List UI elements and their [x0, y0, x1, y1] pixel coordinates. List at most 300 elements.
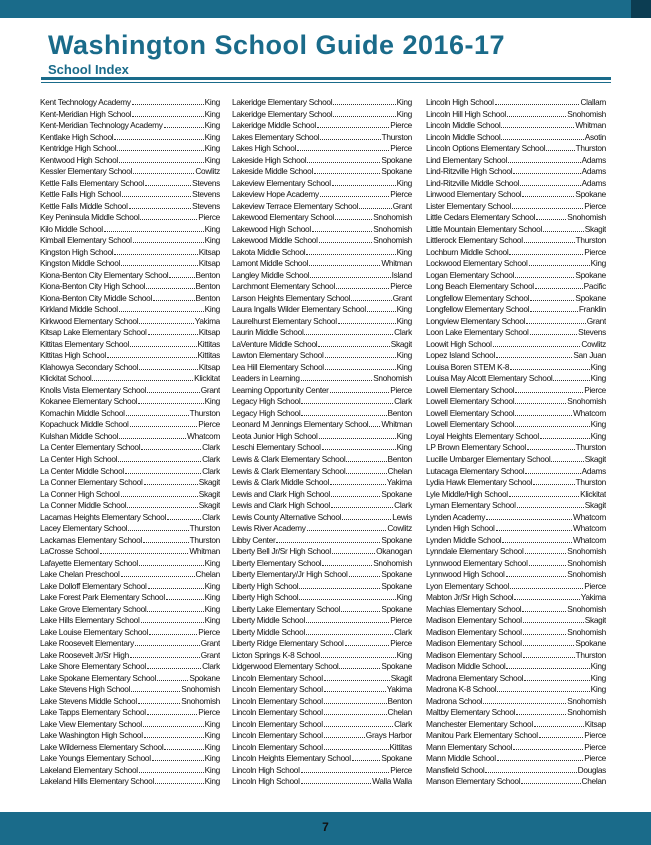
school-name: Kiona-Benton City Middle School — [40, 292, 152, 303]
dot-leader — [301, 396, 393, 404]
school-name: Littlerock Elementary School — [426, 235, 523, 246]
school-name: Kingston Middle School — [40, 258, 121, 269]
index-entry — [232, 696, 412, 708]
dot-leader — [133, 166, 194, 174]
index-entry — [232, 535, 412, 547]
county-name: Pierce — [198, 212, 220, 223]
index-entry — [426, 719, 606, 731]
school-name: Lowell Elementary School — [426, 419, 515, 430]
county-name: King — [204, 154, 220, 165]
county-name: King — [396, 108, 412, 119]
county-name: King — [396, 361, 412, 372]
county-name: Pierce — [390, 143, 412, 154]
index-entry — [40, 753, 220, 765]
county-name: King — [590, 373, 606, 384]
dot-leader — [147, 707, 197, 715]
dot-leader — [146, 281, 194, 289]
dot-leader — [336, 281, 389, 289]
index-entry — [40, 684, 220, 696]
county-name: King — [396, 246, 412, 257]
dot-leader — [139, 316, 193, 324]
index-entry — [232, 765, 412, 777]
dot-leader — [515, 270, 574, 278]
index-entry — [40, 707, 220, 719]
county-name: King — [204, 396, 220, 407]
index-entry — [232, 523, 412, 535]
school-name: Mansfield School — [426, 764, 485, 775]
county-name: Pacific — [583, 281, 606, 292]
dot-leader — [535, 281, 583, 289]
index-entry — [426, 189, 606, 201]
county-name: Kitsap — [198, 327, 220, 338]
school-name: Liberty Middle School — [232, 626, 306, 637]
dot-leader — [351, 293, 392, 301]
school-name: Kent-Meridian High School — [40, 108, 132, 119]
county-name: Spokane — [381, 569, 412, 580]
school-name: Kentlake High School — [40, 131, 114, 142]
county-name: Pierce — [390, 189, 412, 200]
county-name: Snohomish — [567, 695, 606, 706]
index-entry — [232, 730, 412, 742]
school-name: Learning Opportunity Center — [232, 384, 329, 395]
county-name: King — [204, 741, 220, 752]
index-entry — [426, 316, 606, 328]
county-name: Kittitas — [197, 338, 220, 349]
county-name: Skagit — [198, 488, 220, 499]
index-entry — [232, 270, 412, 282]
index-entry — [426, 120, 606, 132]
school-name: Lake Chelan Preschool — [40, 569, 120, 580]
county-name: Okanogan — [376, 546, 412, 557]
county-name: Adams — [581, 166, 606, 177]
county-name: Benton — [195, 269, 220, 280]
index-entry — [426, 454, 606, 466]
dot-leader — [339, 661, 380, 669]
index-entry — [426, 569, 606, 581]
county-name: Douglas — [577, 764, 606, 775]
dot-leader — [523, 627, 566, 635]
school-name: Leschi Elementary School — [232, 442, 321, 453]
county-name: Spokane — [189, 672, 220, 683]
index-entry — [426, 431, 606, 443]
county-name: Snohomish — [373, 223, 412, 234]
index-entry — [40, 155, 220, 167]
school-name: Leonard M Jennings Elementary School — [232, 419, 369, 430]
county-name: King — [204, 718, 220, 729]
dot-leader — [141, 442, 201, 450]
school-name: Lakes High School — [232, 143, 297, 154]
school-name: Loyal Heights Elementary School — [426, 430, 539, 441]
county-name: Whatcom — [573, 523, 606, 534]
section-subtitle: School Index — [48, 62, 129, 77]
dot-leader — [132, 97, 204, 105]
school-name: Lake Spokane Elementary School — [40, 672, 156, 683]
school-name: Kittitas High School — [40, 350, 106, 361]
index-entry — [40, 661, 220, 673]
county-name: King — [396, 592, 412, 603]
index-entry — [40, 431, 220, 443]
index-entry — [232, 339, 412, 351]
county-name: Stevens — [192, 177, 220, 188]
county-name: Thurston — [575, 649, 606, 660]
index-entry — [426, 235, 606, 247]
school-name: Legacy High School — [232, 396, 301, 407]
school-name: Lewis & Clark Middle School — [232, 477, 330, 488]
index-entry — [40, 650, 220, 662]
index-entry — [426, 258, 606, 270]
school-name: Liberty Ridge Elementary School — [232, 638, 344, 649]
county-name: Yakima — [386, 684, 412, 695]
county-name: Snohomish — [567, 626, 606, 637]
dot-leader — [510, 362, 589, 370]
county-name: King — [590, 430, 606, 441]
index-entry — [40, 523, 220, 535]
county-name: Snohomish — [567, 546, 606, 557]
dot-leader — [530, 293, 574, 301]
county-name: Snohomish — [567, 569, 606, 580]
school-name: Lewis and Clark High School — [232, 500, 330, 511]
index-entry — [426, 627, 606, 639]
school-name: Kopachuck Middle School — [40, 419, 129, 430]
dot-leader — [509, 489, 579, 497]
school-name: Lynndale Elementary School — [426, 546, 524, 557]
dot-leader — [121, 258, 198, 266]
index-entry — [40, 442, 220, 454]
county-name: Snohomish — [373, 235, 412, 246]
county-name: Snohomish — [567, 396, 606, 407]
school-name: Laurelhurst Elementary School — [232, 315, 337, 326]
county-name: Chelan — [387, 707, 412, 718]
county-name: King — [396, 649, 412, 660]
dot-leader — [534, 719, 584, 727]
index-entry — [426, 304, 606, 316]
dot-leader — [346, 466, 386, 474]
county-name: Pierce — [584, 246, 606, 257]
school-name: Kessler Elementary School — [40, 166, 133, 177]
school-name: Langley Middle School — [232, 269, 310, 280]
county-name: King — [396, 442, 412, 453]
index-entry — [426, 489, 606, 501]
index-entry — [40, 97, 220, 109]
index-entry — [426, 97, 606, 109]
county-name: Kitsap — [198, 361, 220, 372]
county-name: Skagit — [584, 453, 606, 464]
county-name: Snohomish — [181, 695, 220, 706]
school-name: Manitou Park Elementary School — [426, 730, 538, 741]
school-name: LaVenture Middle School — [232, 338, 318, 349]
school-name: Lakeside High School — [232, 154, 307, 165]
dot-leader — [153, 293, 195, 301]
index-entry — [426, 396, 606, 408]
index-entry — [232, 350, 412, 362]
dot-leader — [553, 373, 589, 381]
school-name: La Conner Middle School — [40, 500, 127, 511]
dot-leader — [310, 270, 390, 278]
dot-leader — [513, 742, 583, 750]
county-name: Spokane — [575, 638, 606, 649]
dot-leader — [324, 696, 387, 704]
dot-leader — [152, 753, 204, 761]
county-name: Spokane — [575, 292, 606, 303]
index-entry — [426, 742, 606, 754]
school-name: Lincoln Options Elementary School — [426, 143, 546, 154]
county-name: Kittitas — [389, 741, 412, 752]
county-name: Clark — [394, 327, 412, 338]
dot-leader — [147, 661, 201, 669]
index-entry — [40, 258, 220, 270]
dot-leader — [164, 120, 204, 128]
dot-leader — [148, 581, 204, 589]
dot-leader — [126, 408, 189, 416]
index-entry — [40, 224, 220, 236]
index-entry — [232, 258, 412, 270]
county-name: Lewis — [392, 511, 412, 522]
school-name: Madrona School — [426, 695, 483, 706]
school-name: Lyon Elementary School — [426, 580, 510, 591]
dot-leader — [513, 166, 580, 174]
county-name: Pierce — [390, 638, 412, 649]
school-name: Mabton Jr/Sr High School — [426, 592, 514, 603]
county-name: Pierce — [584, 741, 606, 752]
school-name: Lewis and Clark High School — [232, 488, 330, 499]
school-name: Leaders in Learning — [232, 373, 300, 384]
county-name: Walla Walla — [372, 776, 412, 787]
county-name: Thurston — [575, 477, 606, 488]
school-name: Lind Elementary School — [426, 154, 508, 165]
county-name: King — [204, 730, 220, 741]
county-name: King — [590, 258, 606, 269]
dot-leader — [92, 373, 193, 381]
school-name: Lincoln Hill High School — [426, 108, 506, 119]
school-name: Lake Forest Park Elementary School — [40, 592, 165, 603]
dot-leader — [306, 247, 395, 255]
index-entry — [232, 431, 412, 443]
school-name: Lewis & Clark Elementary School — [232, 453, 346, 464]
index-entry — [426, 385, 606, 397]
index-entry — [232, 454, 412, 466]
page-number: 7 — [322, 820, 329, 834]
school-name: Little Cedars Elementary School — [426, 212, 536, 223]
index-entry — [232, 143, 412, 155]
school-name: Lincoln Elementary School — [232, 741, 323, 752]
school-name: Licton Springs K-8 School — [232, 649, 320, 660]
school-name: Lowell Elementary School — [426, 407, 515, 418]
index-column-1 — [40, 97, 220, 788]
index-entry — [232, 592, 412, 604]
school-name: Lidgerwood Elementary School — [232, 661, 339, 672]
index-entry — [40, 569, 220, 581]
school-name: Longfellow Elementary School — [426, 304, 530, 315]
index-entry — [232, 155, 412, 167]
index-entry — [426, 730, 606, 742]
index-entry — [232, 201, 412, 213]
dot-leader — [122, 189, 191, 197]
school-name: La Conner Elementary School — [40, 477, 143, 488]
dot-leader — [507, 109, 566, 117]
school-name: Lewis River Academy — [232, 523, 306, 534]
school-name: Kettle Falls Middle School — [40, 200, 128, 211]
school-name: Manson Elementary School — [426, 776, 521, 787]
dot-leader — [167, 512, 201, 520]
county-name: Spokane — [381, 166, 412, 177]
dot-leader — [119, 304, 204, 312]
school-name: Leota Junior High School — [232, 430, 318, 441]
school-name: Komachin Middle School — [40, 407, 125, 418]
school-name: Key Peninsula Middle School — [40, 212, 140, 223]
index-entry — [232, 673, 412, 685]
county-name: Spokane — [381, 154, 412, 165]
index-entry — [40, 396, 220, 408]
dot-leader — [515, 396, 566, 404]
dot-leader — [333, 97, 395, 105]
county-name: Spokane — [381, 753, 412, 764]
dot-leader — [301, 408, 386, 416]
school-name: Laurin Middle School — [232, 327, 304, 338]
county-name: Pierce — [584, 580, 606, 591]
school-name: Kirkwood Elementary School — [40, 315, 139, 326]
school-name: Little Mountain Elementary School — [426, 223, 543, 234]
index-entry — [232, 627, 412, 639]
county-name: Whitman — [189, 546, 220, 557]
county-name: Klickitat — [194, 373, 220, 384]
school-name: Lowell Elementary School — [426, 396, 515, 407]
school-name: Lea Hill Elementary School — [232, 361, 324, 372]
county-name: Kittitas — [197, 350, 220, 361]
dot-leader — [540, 431, 590, 439]
dot-leader — [297, 143, 389, 151]
index-entry — [232, 212, 412, 224]
county-name: Spokane — [381, 661, 412, 672]
dot-leader — [529, 558, 567, 566]
dot-leader — [324, 707, 387, 715]
dot-leader — [536, 212, 566, 220]
county-name: King — [590, 361, 606, 372]
county-name: King — [204, 764, 220, 775]
index-entry — [40, 592, 220, 604]
school-name: LP Brown Elementary School — [426, 442, 526, 453]
county-name: Pierce — [584, 200, 606, 211]
county-name: Skagit — [198, 500, 220, 511]
county-name: King — [590, 661, 606, 672]
index-entry — [232, 477, 412, 489]
dot-leader — [118, 454, 201, 462]
dot-leader — [322, 558, 372, 566]
index-entry — [40, 742, 220, 754]
index-entry — [40, 339, 220, 351]
dot-leader — [299, 581, 380, 589]
school-name: La Center Elementary School — [40, 442, 141, 453]
dot-leader — [133, 235, 204, 243]
index-entry — [232, 719, 412, 731]
index-entry — [232, 419, 412, 431]
school-name: Lowell Elementary School — [426, 384, 515, 395]
school-name: Lynnwood Elementary School — [426, 557, 528, 568]
index-entry — [40, 765, 220, 777]
school-name: Liberty Elementary School — [232, 557, 322, 568]
index-entry — [232, 466, 412, 478]
school-name: Lakeland Elementary School — [40, 764, 138, 775]
index-entry — [232, 373, 412, 385]
dot-leader — [135, 638, 200, 646]
school-name: Lopez Island School — [426, 350, 496, 361]
dot-leader — [130, 339, 196, 347]
dot-leader — [319, 431, 396, 439]
school-name: Mann Middle School — [426, 753, 496, 764]
school-name: Madison Elementary School — [426, 649, 522, 660]
school-name: Lincoln Elementary School — [232, 672, 323, 683]
school-name: Kettle Falls Elementary School — [40, 177, 144, 188]
county-name: King — [204, 97, 220, 107]
county-name: Clark — [394, 396, 412, 407]
dot-leader — [301, 765, 390, 773]
school-name: Logan Elementary School — [426, 269, 515, 280]
index-entry — [426, 466, 606, 478]
index-entry — [232, 281, 412, 293]
dot-leader — [139, 362, 198, 370]
index-entry — [426, 247, 606, 259]
dot-leader — [144, 730, 204, 738]
dot-leader — [138, 696, 180, 704]
school-name: Lincoln Middle School — [426, 131, 501, 142]
county-name: Grant — [200, 638, 220, 649]
county-name: Klickitat — [580, 488, 606, 499]
index-entry — [232, 558, 412, 570]
dot-leader — [342, 512, 391, 520]
index-entry — [426, 753, 606, 765]
school-name: Legacy High School — [232, 407, 301, 418]
county-name: King — [204, 143, 220, 154]
index-entry — [232, 97, 412, 109]
dot-leader — [319, 235, 373, 243]
school-name: Lewis County Alternative School — [232, 511, 342, 522]
index-entry — [232, 120, 412, 132]
dot-leader — [335, 212, 372, 220]
index-entry — [40, 673, 220, 685]
county-name: Benton — [387, 695, 412, 706]
school-name: Lakeside Middle School — [232, 166, 314, 177]
dot-leader — [128, 523, 188, 531]
dot-leader — [141, 615, 204, 623]
school-name: Lake Louise Elementary School — [40, 626, 148, 637]
dot-leader — [312, 224, 372, 232]
dot-leader — [510, 581, 583, 589]
index-entry — [40, 270, 220, 282]
index-entry — [232, 638, 412, 650]
school-name: Madison Middle School — [426, 661, 506, 672]
dot-leader — [139, 558, 204, 566]
school-name: Linwood Elementary School — [426, 189, 522, 200]
index-entry — [426, 604, 606, 616]
county-name: Pierce — [198, 419, 220, 430]
dot-leader — [147, 385, 200, 393]
county-name: Stevens — [192, 200, 220, 211]
dot-leader — [314, 166, 380, 174]
dot-leader — [330, 385, 390, 393]
dot-leader — [508, 155, 581, 163]
school-name: Lynden High School — [426, 523, 495, 534]
county-name: Whatcom — [573, 511, 606, 522]
index-entry — [232, 776, 412, 788]
dot-leader — [125, 466, 201, 474]
school-name: Kettle Falls High School — [40, 189, 121, 200]
county-name: Pierce — [198, 707, 220, 718]
county-name: Pierce — [390, 764, 412, 775]
county-name: Whitman — [575, 120, 606, 131]
index-entry — [40, 627, 220, 639]
index-entry — [40, 235, 220, 247]
dot-leader — [331, 489, 380, 497]
county-name: Spokane — [381, 488, 412, 499]
